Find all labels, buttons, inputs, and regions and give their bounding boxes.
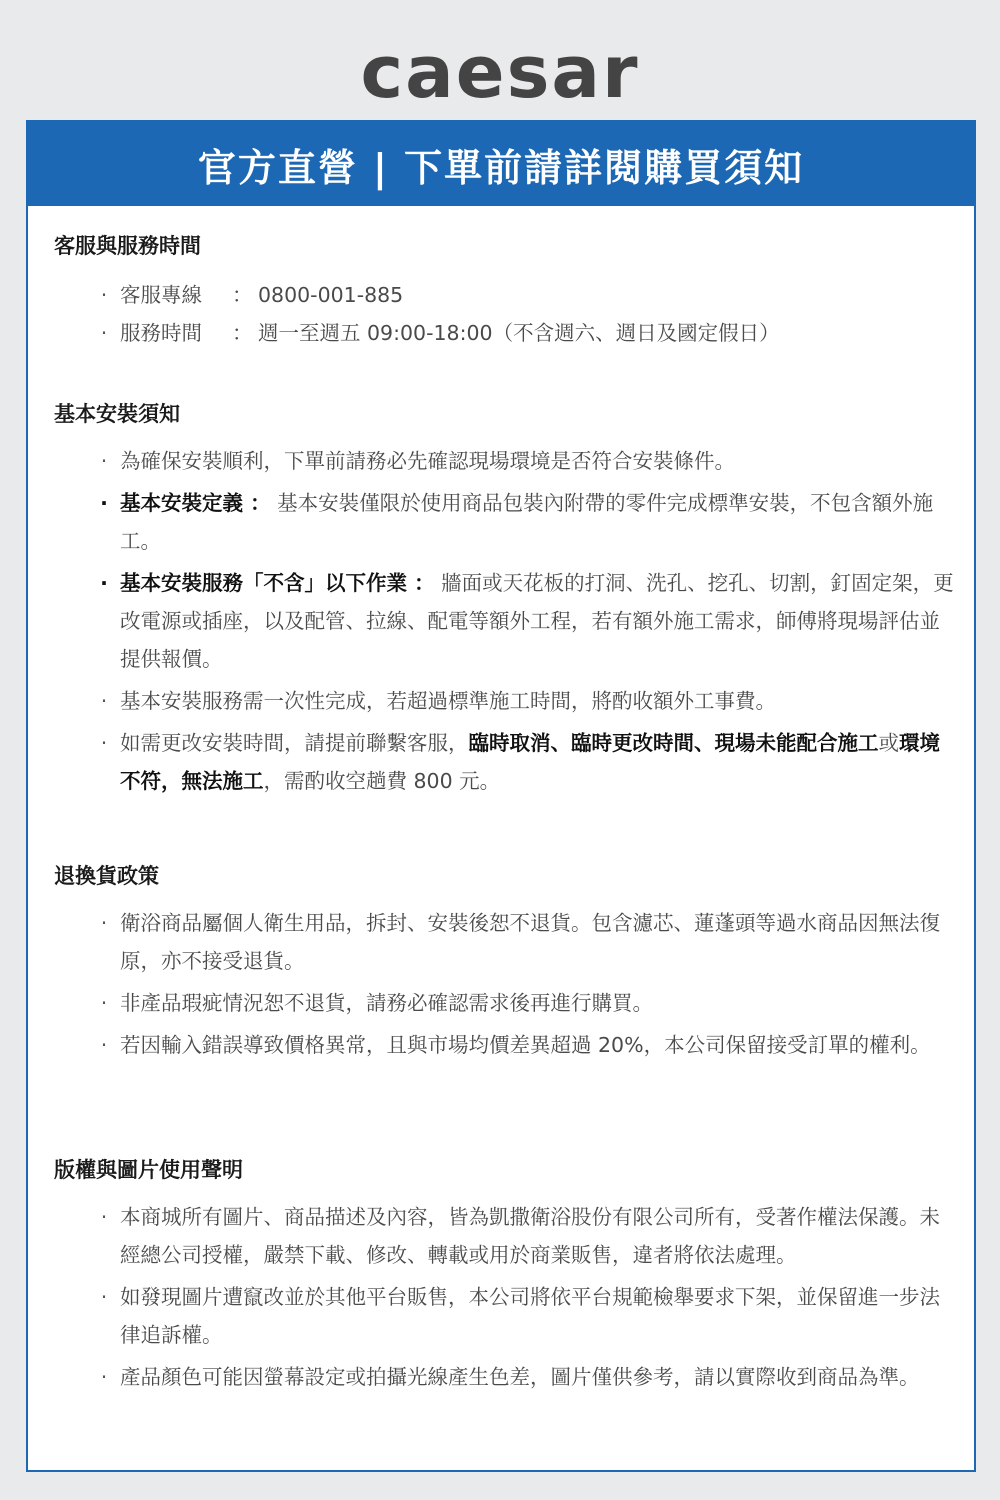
section-install bbox=[54, 394, 954, 800]
hotline-colon: ： bbox=[232, 283, 253, 307]
install-item-2-bold: 基本安裝定義 ： bbox=[120, 491, 271, 515]
returns-item-2-text: 非產品瑕疵情況恕不退貨，請務必確認需求後再進行購買。 bbox=[120, 991, 653, 1015]
copyright-item-2-text: 如發現圖片遭竄改並於其他平台販售，本公司將依平台規範檢舉要求下架，並保留進一步法律追訴權。 bbox=[120, 1285, 940, 1347]
install-item-5-a: 如需更改安裝時間，請提前聯繫客服， bbox=[120, 731, 469, 755]
copyright-item-1-text: 本商城所有圖片、商品描述及內容，皆為凱撒衛浴股份有限公司所有，受著作權法保護。未經總公司授權，嚴禁下載、修改、轉載或用於商業販售，違者將依法處理。 bbox=[120, 1205, 940, 1267]
section-title-install: 基本安裝須知 bbox=[54, 402, 180, 426]
bullet-dot: · bbox=[100, 571, 108, 595]
hotline-value: 0800-001-885 bbox=[258, 283, 404, 307]
install-item-5-b: 臨時取消、臨時更改時間、現場未能配合施工 bbox=[468, 731, 879, 755]
list-item-copyright-2 bbox=[54, 1278, 954, 1354]
bullet-dot: · bbox=[100, 689, 108, 713]
bullet-dot: · bbox=[100, 731, 108, 755]
banner-title: 官方直營 | 下單前請詳閱購買須知 bbox=[197, 145, 805, 190]
install-item-3-text: 牆面或天花板的打洞、洗孔、挖孔、切割，釘固定架，更改電源或插座，以及配管、拉線、配電等額外工程，若有額外施工需求，師傅將現場評估並提供報價。 bbox=[120, 571, 954, 671]
list-item-install-3 bbox=[54, 564, 954, 678]
install-item-3-bold: 基本安裝服務「不含」以下作業 ： bbox=[120, 571, 435, 595]
section-title-returns: 退換貨政策 bbox=[54, 864, 159, 888]
copyright-item-3-text: 產品顏色可能因螢幕設定或拍攝光線產生色差，圖片僅供參考，請以實際收到商品為準。 bbox=[120, 1365, 920, 1389]
caesar-logo-mark bbox=[340, 41, 660, 105]
bullet-dot: · bbox=[100, 283, 108, 307]
install-item-5-e: ，需酌收空趟費 800 元。 bbox=[263, 769, 501, 793]
logo-wordmark: caesar bbox=[360, 41, 640, 105]
list-item-copyright-1 bbox=[54, 1198, 954, 1274]
bullet-dot: · bbox=[100, 321, 108, 345]
install-item-1-text: 為確保安裝順利，下單前請務必先確認現場環境是否符合安裝條件。 bbox=[120, 449, 735, 473]
hours-colon: ： bbox=[232, 321, 253, 345]
section-copyright bbox=[54, 1150, 954, 1396]
install-item-2-text: 基本安裝僅限於使用商品包裝內附帶的零件完成標準安裝，不包含額外施工。 bbox=[120, 491, 934, 553]
hours-label: 服務時間 bbox=[120, 321, 202, 345]
install-item-5-c: 或 bbox=[878, 731, 899, 755]
notice-banner bbox=[28, 122, 974, 206]
bullet-dot: · bbox=[100, 991, 108, 1015]
bullet-dot: · bbox=[100, 1033, 108, 1057]
purchase-notice-card bbox=[26, 120, 976, 1472]
bullet-dot: · bbox=[100, 911, 108, 935]
returns-item-3-text: 若因輸入錯誤導致價格異常，且與市場均價差異超過 20%，本公司保留接受訂單的權利。 bbox=[120, 1033, 931, 1057]
section-title-service: 客服與服務時間 bbox=[54, 234, 201, 258]
install-item-4-text: 基本安裝服務需一次性完成，若超過標準施工時間，將酌收額外工事費。 bbox=[120, 689, 776, 713]
list-item-install-4 bbox=[54, 682, 954, 720]
list-item-returns-3 bbox=[54, 1026, 954, 1064]
bullet-dot: · bbox=[100, 1285, 108, 1309]
list-item-install-2 bbox=[54, 484, 954, 560]
section-returns bbox=[54, 856, 954, 1064]
hours-value: 週一至週五 09:00-18:00（不含週六、週日及國定假日） bbox=[258, 321, 780, 345]
install-item-5-d: 環境不符，無法施工 bbox=[120, 731, 940, 793]
list-item-returns-1 bbox=[54, 904, 954, 980]
hotline-label: 客服專線 bbox=[120, 283, 202, 307]
bullet-dot: · bbox=[100, 491, 108, 515]
section-title-copyright: 版權與圖片使用聲明 bbox=[54, 1158, 243, 1182]
caesar-logo bbox=[0, 38, 1000, 108]
list-item-install-1 bbox=[54, 442, 954, 480]
list-item-install-5 bbox=[54, 724, 954, 800]
returns-item-1-text: 衛浴商品屬個人衛生用品，拆封、安裝後恕不退貨。包含濾芯、蓮蓬頭等過水商品因無法復原，亦不接受退貨。 bbox=[120, 911, 940, 973]
list-item-returns-2 bbox=[54, 984, 954, 1022]
list-item-hours bbox=[54, 314, 954, 352]
bullet-dot: · bbox=[100, 1205, 108, 1229]
bullet-dot: · bbox=[100, 449, 108, 473]
list-item-copyright-3 bbox=[54, 1358, 954, 1396]
list-item-hotline bbox=[54, 276, 954, 314]
section-service bbox=[54, 226, 954, 352]
bullet-dot: · bbox=[100, 1365, 108, 1389]
